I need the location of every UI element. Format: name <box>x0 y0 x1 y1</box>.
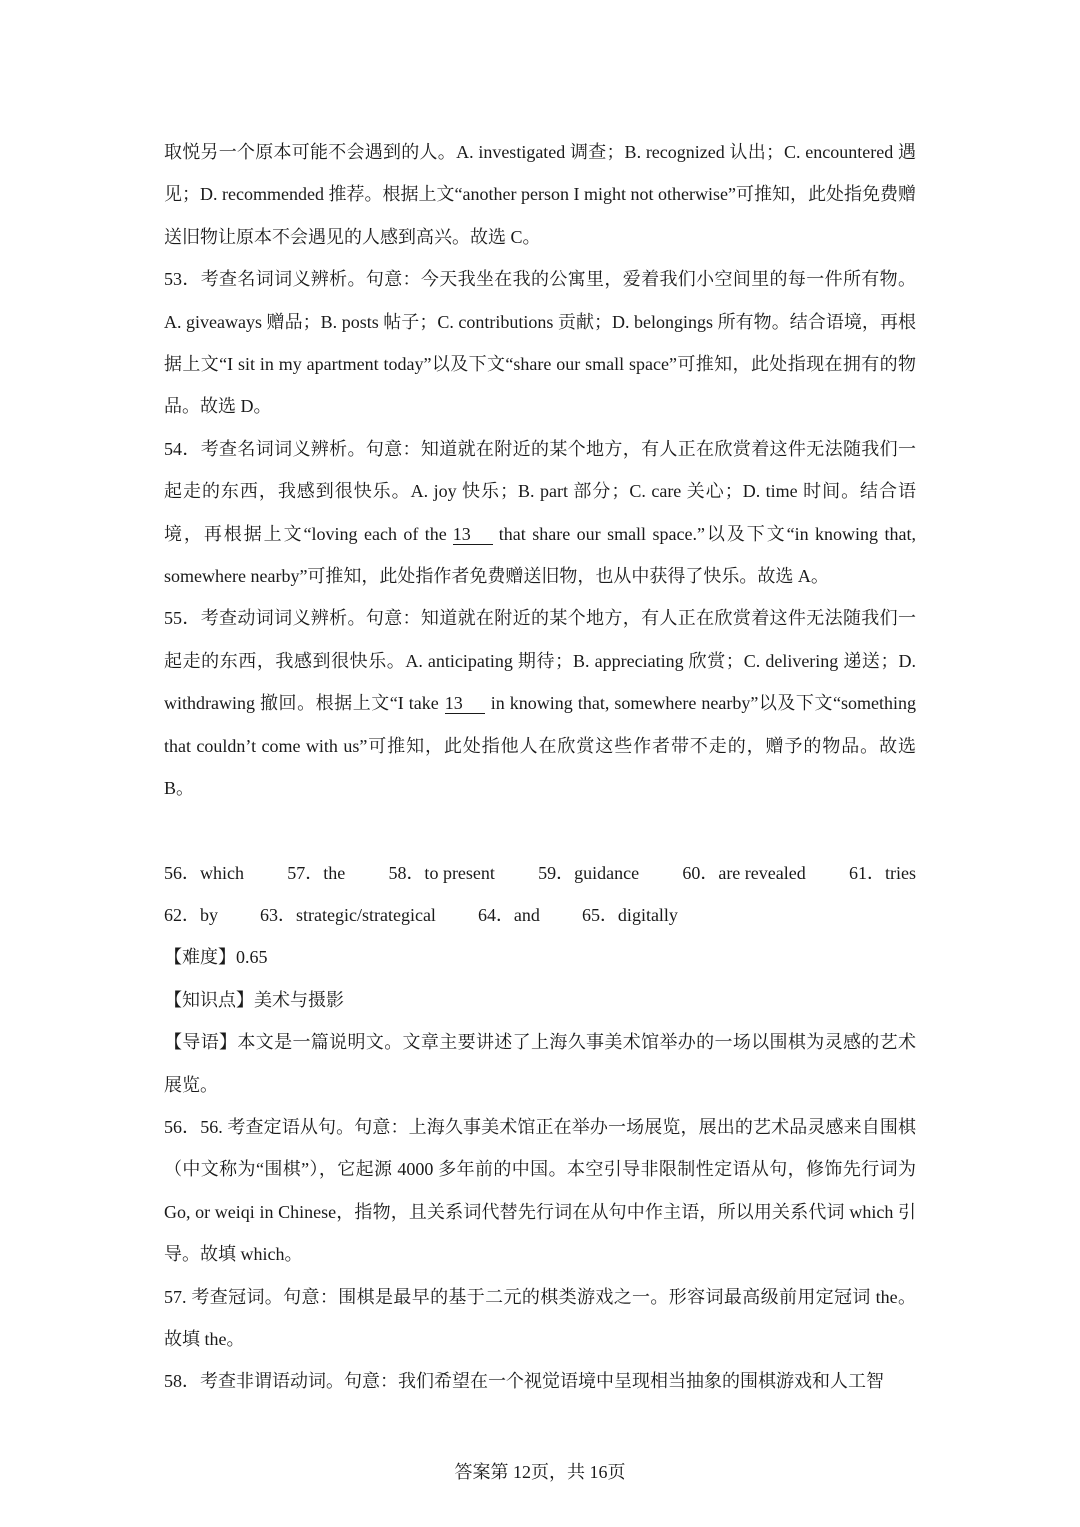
explanation-q57: 57. 考查冠词。句意：围棋是最早的基于二元的棋类游戏之一。形容词最高级前用定冠词 the。故填 the。 <box>164 1286 916 1349</box>
answer-62: 62．by <box>164 904 218 925</box>
answer-key-row-2 <box>164 894 916 936</box>
q55-text-before: 55．考查动词词义辨析。句意：知道就在附近的某个地方，有人正在欣赏着这件无法随我们一起走的东西，我感到很快乐。A. anticipating 期待；B. appreciating 欣赏；C. delivering 递送；D. withdrawing 撤回。根据上文“I take <box>164 608 916 714</box>
answer-key-row-1 <box>164 852 916 894</box>
answer-60: 60．are revealed <box>682 862 806 883</box>
document-body <box>164 131 916 1403</box>
paragraph-q54 <box>164 428 916 598</box>
answer-59: 59．guidance <box>538 862 640 883</box>
explanation-q58: 58．考查非谓语动词。句意：我们希望在一个视觉语境中呈现相当抽象的围棋游戏和人工智 <box>164 1371 884 1392</box>
answer-57: 57．the <box>287 862 346 883</box>
paragraph-q55 <box>164 597 916 809</box>
page-footer: 答案第 12页，共 16页 <box>454 1462 626 1482</box>
q54-text-after: that share our small space.”以及下文“in knowing that, somewhere nearby”可推知，此处指作者免费赠送旧物，也从中获得了快乐。故选 A。 <box>164 523 916 587</box>
paragraph-q52-continued: 取悦另一个原本可能不会遇到的人。A. investigated 调查；B. recognized 认出；C. encountered 遇见；D. recommended 推荐。根据上文“another person I might not otherwise”可推知，此处指免费赠送旧物让原本不会遇见的人感到高兴。故选 C。 <box>164 142 916 247</box>
q55-blank: 13 <box>445 693 485 714</box>
paragraph-q53: 53．考查名词词义辨析。句意：今天我坐在我的公寓里，爱着我们小空间里的每一件所有物。A. giveaways 赠品；B. posts 帖子；C. contributions 贡献；D. belongings 所有物。结合语境，再根据上文“I sit in my apartment today”以及下文“share our small space”可推知，此处指现在拥有的物品。故选 D。 <box>164 269 916 417</box>
answer-64: 64．and <box>477 904 540 925</box>
introduction-paragraph: 【导语】本文是一篇说明文。文章主要讲述了上海久事美术馆举办的一场以围棋为灵感的艺术展览。 <box>164 1032 916 1095</box>
answer-65: 65．digitally <box>581 904 678 925</box>
answer-58: 58．to present <box>388 862 495 883</box>
section-gap <box>164 810 916 852</box>
explanation-q56: 56．56. 考查定语从句。句意：上海久事美术馆正在举办一场展览，展出的艺术品灵感来自围棋（中文称为“围棋”），它起源 4000 多年前的中国。本空引导非限制性定语从句，修饰先行词为 Go, or weiqi in Chinese，指物，且关系词代替先行词在从句中作主语，所以用关系代词 which 引导。故填 which。 <box>164 1116 916 1265</box>
q54-text-before: 54．考查名词词义辨析。句意：知道就在附近的某个地方，有人正在欣赏着这件无法随我们一起走的东西，我感到很快乐。A. joy 快乐；B. part 部分；C. care 关心；D. time 时间。结合语境，再根据上文“loving each of the <box>164 438 916 544</box>
knowledge-point-line: 【知识点】美术与摄影 <box>164 989 344 1010</box>
answer-61: 61．tries <box>848 862 916 883</box>
answer-63: 63．strategic/strategical <box>260 904 436 925</box>
q54-blank: 13 <box>453 524 493 545</box>
difficulty-line: 【难度】0.65 <box>164 947 268 968</box>
answer-56: 56．which <box>164 862 244 883</box>
q55-text-after: in knowing that, somewhere nearby”以及下文“something that couldn’t come with us”可推知，此处指他人在欣赏这些作者带不走的，赠予的物品。故选 B。 <box>164 693 916 799</box>
